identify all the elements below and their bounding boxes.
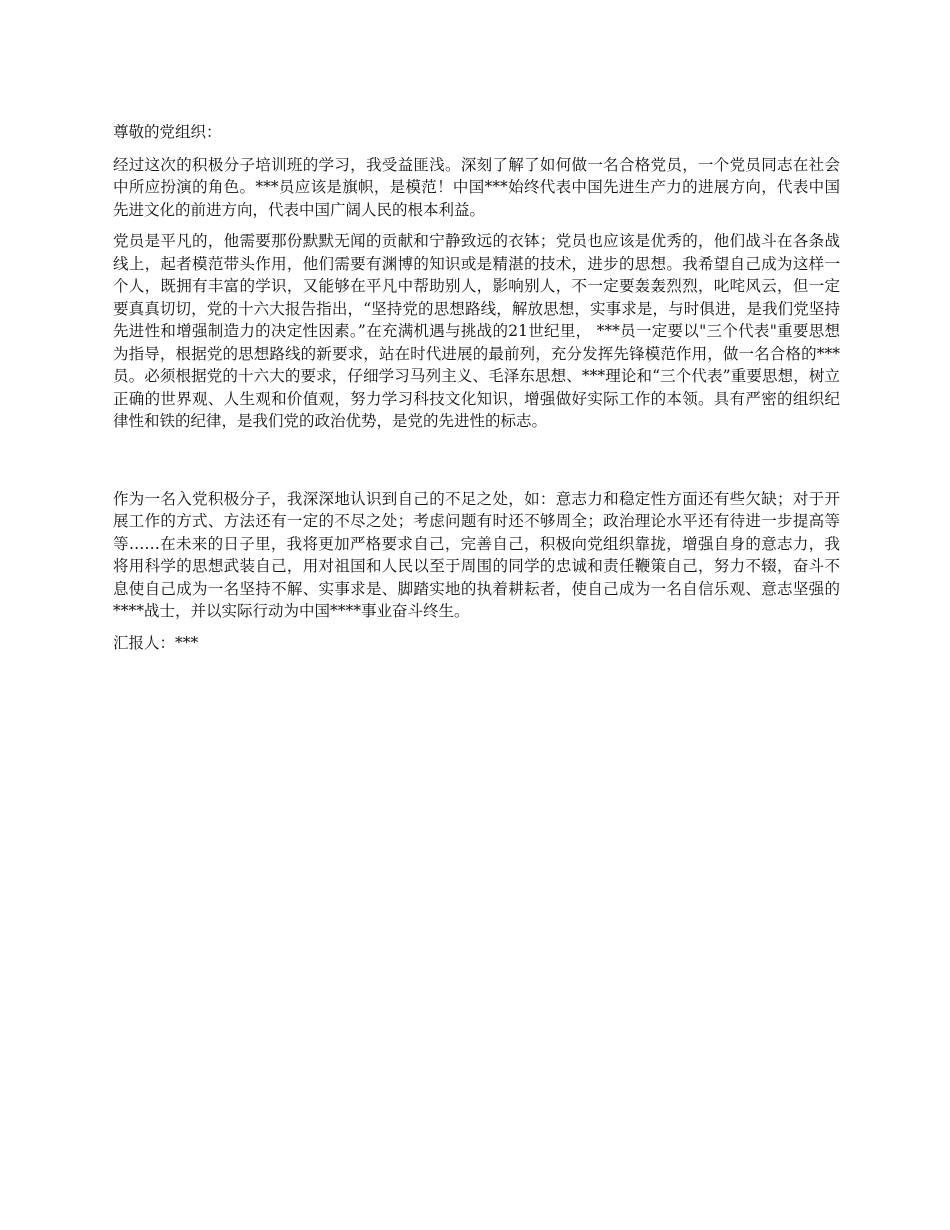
document-body bbox=[113, 121, 840, 663]
paragraph-1: 经过这次的积极分子培训班的学习，我受益匪浅。深刻了解了如何做一名合格党员，一个党员同志在社会中所应扮演的角色。***员应该是旗帜，是模范！中国***始终代表中国先进生产力的进展方向，代表中国先进文化的前进方向，代表中国广阔人民的根本利益。 bbox=[113, 155, 840, 219]
paragraph-gap bbox=[113, 442, 840, 488]
signature: 汇报人：*** bbox=[113, 633, 199, 652]
paragraph-3: 作为一名入党积极分子，我深深地认识到自己的不足之处，如：意志力和稳定性方面还有些欠缺；对于开展工作的方式、方法还有一定的不尽之处；考虑问题有时还不够周全；政治理论水平还有待进一步提高等等……在未来的日子里，我将更加严格要求自己，完善自己，积极向党组织靠拢，增强自身的意志力，我将用科学的思想武装自己，用对祖国和人民以至于周围的同学的忠诚和责任鞭策自己，努力不辍，奋斗不息使自己成为一名坚持不解、实事求是、脚踏实地的执着耕耘者，使自己成为一名自信乐观、意志坚强的****战士，并以实际行动为中国****事业奋斗终生。 bbox=[113, 489, 840, 620]
greeting: 尊敬的党组织： bbox=[113, 123, 222, 141]
paragraph-2: 党员是平凡的，他需要那份默默无闻的贡献和宁静致远的衣钵；党员也应该是优秀的，他们战斗在各条战线上，起者模范带头作用，他们需要有渊博的知识或是精湛的技术，进步的思想。我希望自己成为这样一个人，既拥有丰富的学识，又能够在平凡中帮助别人，影响别人，不一定要轰轰烈烈，叱咤风云，但一定要真真切切，党的十六大报告指出，“坚持党的思想路线，解放思想，实事求是，与时俱进，是我们党坚持先进性和增强制造力的决定性因素。”在充满机遇与挑战的21世纪里， ***员一定要以"三个代表"重要思想为指导，根据党的思想路线的新要求，站在时代进展的最前列，充分发挥先锋模范作用，做一名合格的***员。必须根据党的十六大的要求，仔细学习马列主义、毛泽东思想、***理论和“三个代表”重要思想，树立正确的世界观、人生观和价值观，努力学习科技文化知识，增强做好实际工作的本领。具有严密的组织纪律性和铁的纪律，是我们党的政治优势，是党的先进性的标志。 bbox=[113, 232, 840, 430]
